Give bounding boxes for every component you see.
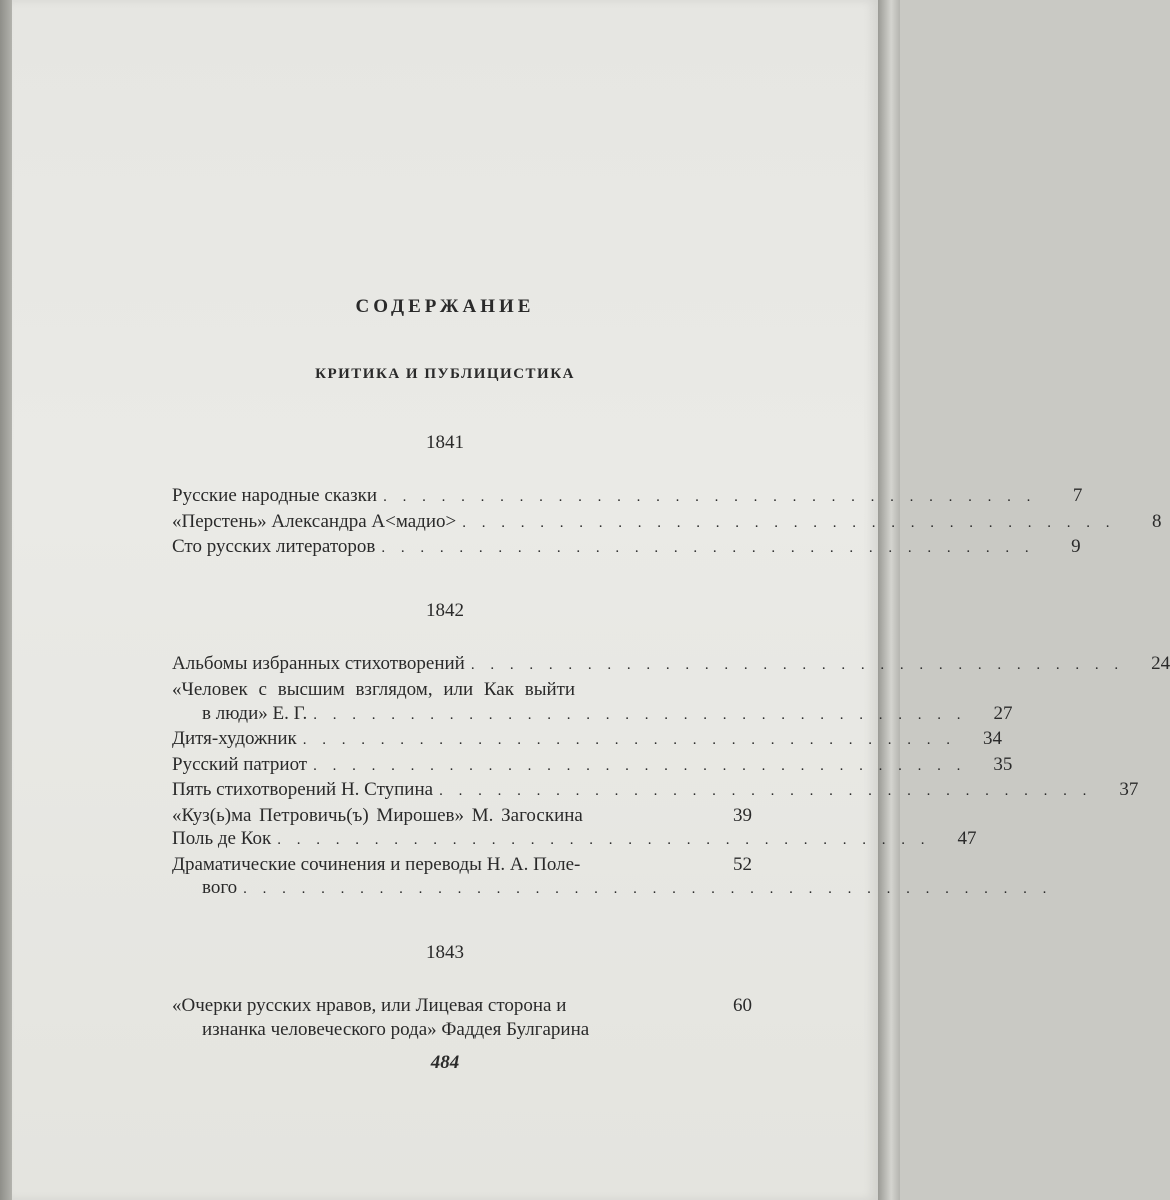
toc-entry: [172, 753, 1013, 779]
leader-dots: . . . . . . . . . . . . . . . . . . . . . . . . . . . . . . . . . .: [381, 540, 1035, 556]
entry-page: 7: [1072, 485, 1083, 506]
year-heading-1843: 1843: [426, 942, 464, 963]
entry-page: 52: [733, 853, 752, 875]
entry-title-continued: изнанка человеческого рода» Фаддея Булгарина: [202, 1018, 590, 1040]
section-heading: КРИТИКА И ПУБЛИЦИСТИКА: [315, 366, 575, 382]
entry-page: 35: [993, 753, 1013, 775]
entry-page: 9: [1071, 536, 1081, 557]
entry-title: Дитя-художник: [172, 728, 297, 749]
entry-title: Драматические сочинения и переводы Н. А. Поле-: [172, 853, 581, 875]
entry-page: 60: [733, 995, 752, 1016]
entry-page: 34: [982, 728, 1002, 749]
toc-entry: [172, 652, 1170, 678]
entry-page: 39: [733, 804, 752, 826]
leader-dots: . . . . . . . . . . . . . . . . . . . . . . . . . . . . . . . . . .: [313, 757, 967, 774]
entry-page: 24: [1151, 653, 1170, 674]
toc-entry: [172, 535, 1081, 561]
entry-title: «Перстень» Александра А<мадио>: [172, 510, 457, 532]
toc-entry: [172, 678, 752, 702]
leader-dots: . . . . . . . . . . . . . . . . . . . . . . . . . . . . . . . . . .: [302, 732, 956, 748]
toc-entry: [172, 994, 752, 1018]
toc-entry: [172, 484, 1083, 510]
toc-group-1841: [172, 484, 1162, 561]
leader-dots: . . . . . . . . . . . . . . . . . . . . . . . . . . . . . . . . . .: [313, 706, 967, 723]
entry-title-continued: в люди» Е. Г.: [202, 702, 308, 724]
entry-title: «Очерки русских нравов, или Лицевая сторона и: [172, 995, 567, 1016]
toc-group-1842: [172, 652, 1170, 902]
background-right-edge: [878, 0, 900, 1200]
toc-entry-continuation: [172, 702, 1013, 728]
toc-group-1843: [172, 994, 752, 1041]
leader-dots: . . . . . . . . . . . . . . . . . . . . . . . . . . . . . . . . . .: [439, 783, 1093, 799]
year-heading-1841: 1841: [426, 432, 464, 453]
entry-title: Сто русских литераторов: [172, 536, 376, 557]
toc-entry-continuation: [172, 1018, 752, 1042]
entry-title: Пять стихотворений Н. Ступина: [172, 779, 434, 800]
leader-dots: . . . . . . . . . . . . . . . . . . . . . . . . . . . . . . . . . .: [383, 489, 1037, 505]
entry-title: «Куз(ь)ма Петровичь(ъ) Мирошев» М. Загоскина: [172, 804, 583, 826]
entry-title: Русские народные сказки: [172, 485, 378, 506]
toc-entry: [172, 804, 752, 828]
entry-title: Альбомы избранных стихотворений: [172, 653, 465, 674]
entry-title-continued: вого: [202, 877, 238, 898]
toc-entry: [172, 853, 752, 877]
entry-title: Поль де Кок: [172, 828, 272, 849]
leader-dots: . . . . . . . . . . . . . . . . . . . . . . . . . . . . . . . . . .: [462, 514, 1116, 531]
toc-entry: [172, 727, 1002, 753]
entry-page: 8: [1151, 510, 1162, 532]
leader-dots: . . . . . . . . . . . . . . . . . . . . . . . . . . . . . . . . . .: [277, 832, 931, 848]
leader-dots: . . . . . . . . . . . . . . . . . . . . . . . . . . . . . . . . . . . . . . . . . .: [243, 881, 1053, 897]
book-page: [12, 0, 1170, 1200]
entry-page: 27: [993, 702, 1013, 724]
toc-entry-continuation: [172, 876, 1053, 902]
toc-entry: [172, 778, 1139, 804]
page-number: 484: [430, 1052, 460, 1073]
leader-dots: . . . . . . . . . . . . . . . . . . . . . . . . . . . . . . . . . .: [470, 657, 1125, 673]
year-heading-1842: 1842: [426, 600, 464, 621]
entry-title: Русский патриот: [172, 753, 308, 775]
toc-entry: [172, 827, 977, 853]
page-title: СОДЕРЖАНИЕ: [355, 296, 535, 317]
toc-entry: [172, 510, 1162, 536]
entry-title: «Человек с высшим взглядом, или Как выйти: [172, 678, 576, 700]
entry-page: 47: [957, 828, 977, 849]
entry-page: 37: [1119, 779, 1139, 800]
